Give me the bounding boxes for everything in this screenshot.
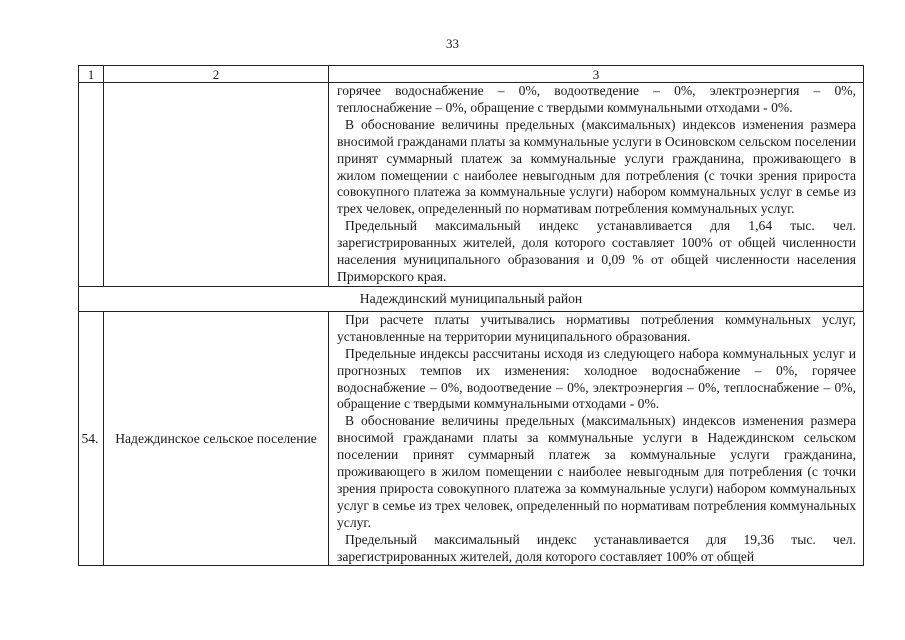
table-row bbox=[79, 83, 864, 287]
description-cell bbox=[329, 311, 864, 566]
column-number-3: 3 bbox=[329, 66, 864, 83]
column-number-2: 2 bbox=[104, 66, 329, 83]
description-paragraph: В обоснование величины предельных (максимальных) индексов изменения размера вносимой гражданами платы за коммунальные услуги в Надеждинском сельском поселении принят суммарный платеж за коммунальные услуги гражданина, проживающего в жилом помещении с наиболее невыгодным для потребления (с точки зрения прироста совокупного платежа за коммунальные услуги) набором коммунальных услуг в семье из трех человек, определенный по нормативам потребления коммунальных услуг. bbox=[337, 413, 856, 530]
municipality-name-cell bbox=[104, 83, 329, 287]
section-row bbox=[79, 286, 864, 311]
indices-table bbox=[78, 65, 864, 566]
description-paragraph: Предельный максимальный индекс устанавливается для 19,36 тыс. чел. зарегистрированных жителей, доля которого составляет 100% от общей bbox=[337, 531, 856, 564]
municipality-name-cell: Надеждинское сельское поселение bbox=[104, 311, 329, 566]
description-paragraph: При расчете платы учитывались нормативы потребления коммунальных услуг, установленные на территории муниципального образования. bbox=[337, 311, 856, 344]
table-header-row bbox=[79, 66, 864, 83]
column-number-1: 1 bbox=[79, 66, 104, 83]
description-paragraph: В обоснование величины предельных (максимальных) индексов изменения размера вносимой гражданами платы за коммунальные услуги в Осиновском сельском поселении принят суммарный платеж за коммунальные услуги гражданина, проживающего в жилом помещении с наиболее невыгодным для потребления (с точки зрения прироста совокупного платежа за коммунальные услуги) набором коммунальных услуг в семье из трех человек, определенный по нормативам потребления коммунальных услуг. bbox=[337, 116, 856, 217]
description-cell bbox=[329, 83, 864, 287]
table-row bbox=[79, 311, 864, 566]
section-title: Надеждинский муниципальный район bbox=[79, 286, 864, 311]
page-number: 33 bbox=[446, 36, 459, 51]
description-paragraph: Предельные индексы рассчитаны исходя из следующего набора коммунальных услуг и прогнозных темпов их изменения: холодное водоснабжение – 0%, горячее водоснабжение – 0%, водоотведение – 0%, электроэнергия – 0%, теплоснабжение – 0%, обращение с твердыми коммунальными отходами - 0%. bbox=[337, 345, 856, 412]
row-number-cell: 54. bbox=[79, 311, 104, 566]
row-number-cell bbox=[79, 83, 104, 287]
description-paragraph: горячее водоснабжение – 0%, водоотведение – 0%, электроэнергия – 0%, теплоснабжение – 0%, обращение с твердыми коммунальными отходами - 0%. bbox=[337, 83, 856, 115]
description-paragraph: Предельный максимальный индекс устанавливается для 1,64 тыс. чел. зарегистрированных жителей, доля которого составляет 100% от общей численности населения муниципального образования и 0,09 % от общей численности населения Приморского края. bbox=[337, 218, 856, 284]
